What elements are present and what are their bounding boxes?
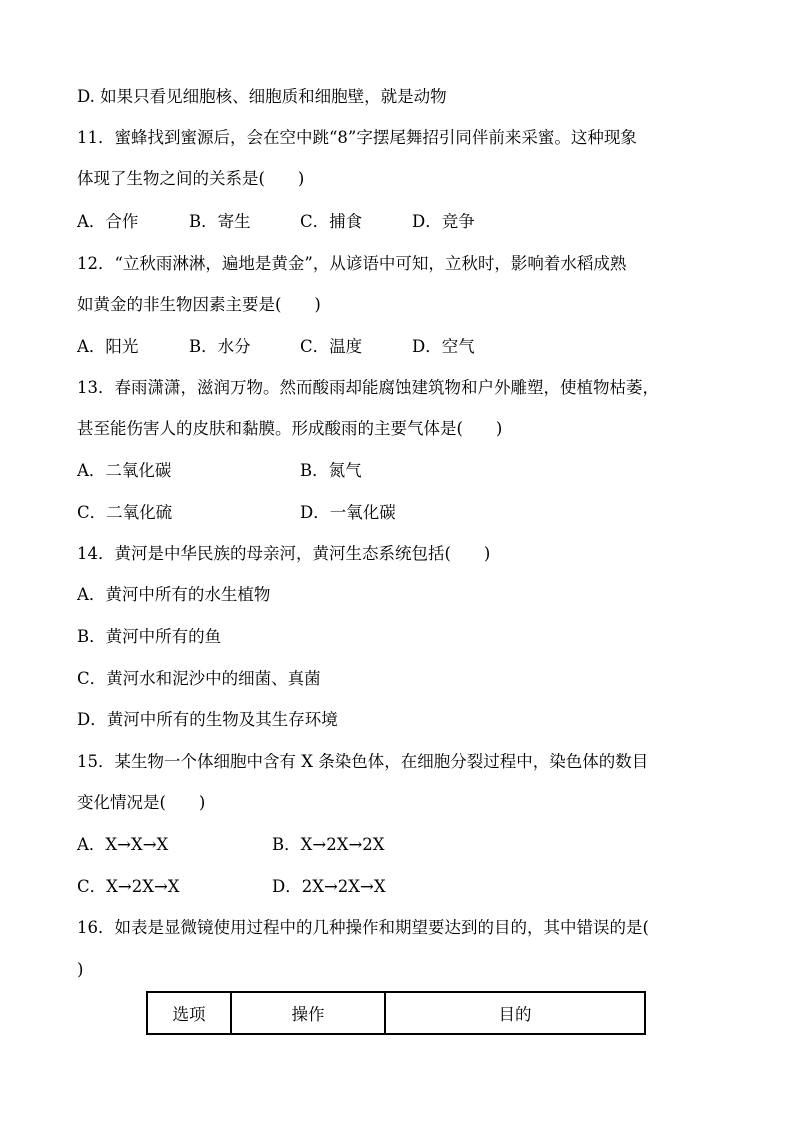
q13-option-b: B．氮气 <box>300 461 362 480</box>
q11-option-d: D．竞争 <box>412 212 475 231</box>
q14-option-a: A．黄河中所有的水生植物 <box>77 585 271 604</box>
q15-option-a: A．X→X→X <box>77 835 169 854</box>
q15-option-b: B．X→2X→2X <box>272 835 385 854</box>
q13-option-c: C．二氧化硫 <box>77 503 173 522</box>
q15-stem-line2: 变化情况是( ) <box>77 793 206 812</box>
table-header-purpose: 目的 <box>385 992 645 1034</box>
q12-stem-line2: 如黄金的非生物因素主要是( ) <box>77 295 321 314</box>
q14-stem: 14．黄河是中华民族的母亲河，黄河生态系统包括( ) <box>77 544 491 563</box>
q10-option-d: D. 如果只看见细胞核、细胞质和细胞壁，就是动物 <box>77 87 447 106</box>
q11-option-a: A．合作 <box>77 212 139 231</box>
q12-option-b: B．水分 <box>189 337 251 356</box>
q13-option-d: D．一氧化碳 <box>300 503 396 522</box>
q13-stem-line2: 甚至能伤害人的皮肤和黏膜。形成酸雨的主要气体是( ) <box>77 419 503 438</box>
q14-option-b: B．黄河中所有的鱼 <box>77 627 222 646</box>
q11-option-b: B．寄生 <box>189 212 251 231</box>
q13-stem-line1: 13．春雨潇潇，滋润万物。然而酸雨却能腐蚀建筑物和户外雕塑，使植物枯萎， <box>77 378 659 397</box>
q13-option-a: A．二氧化碳 <box>77 461 172 480</box>
q16-table <box>146 991 646 1035</box>
q12-option-d: D．空气 <box>412 337 475 356</box>
q11-option-c: C．捕食 <box>300 212 363 231</box>
q16-stem-line1: 16．如表是显微镜使用过程中的几种操作和期望要达到的目的，其中错误的是( <box>77 918 649 937</box>
q15-stem-line1: 15．某生物一个体细胞中含有 X 条染色体，在细胞分裂过程中，染色体的数目 <box>77 752 649 771</box>
table-header-operation: 操作 <box>231 992 385 1034</box>
q14-option-c: C．黄河水和泥沙中的细菌、真菌 <box>77 669 321 688</box>
q16-stem-line2: ) <box>77 960 84 979</box>
q15-option-c: C．X→2X→X <box>77 877 180 896</box>
q12-stem-line1: 12．“立秋雨淋淋，遍地是黄金”，从谚语中可知，立秋时，影响着水稻成熟 <box>77 254 627 273</box>
table-header-row <box>147 992 645 1034</box>
table-header-option: 选项 <box>147 992 231 1034</box>
q15-option-d: D．2X→2X→X <box>272 877 386 896</box>
q11-stem-line1: 11．蜜蜂找到蜜源后，会在空中跳“8”字摆尾舞招引同伴前来采蜜。这种现象 <box>77 128 637 147</box>
q12-option-a: A．阳光 <box>77 337 139 356</box>
q12-option-c: C．温度 <box>300 337 363 356</box>
q11-stem-line2: 体现了生物之间的关系是( ) <box>77 169 305 188</box>
q14-option-d: D．黄河中所有的生物及其生存环境 <box>77 710 338 729</box>
